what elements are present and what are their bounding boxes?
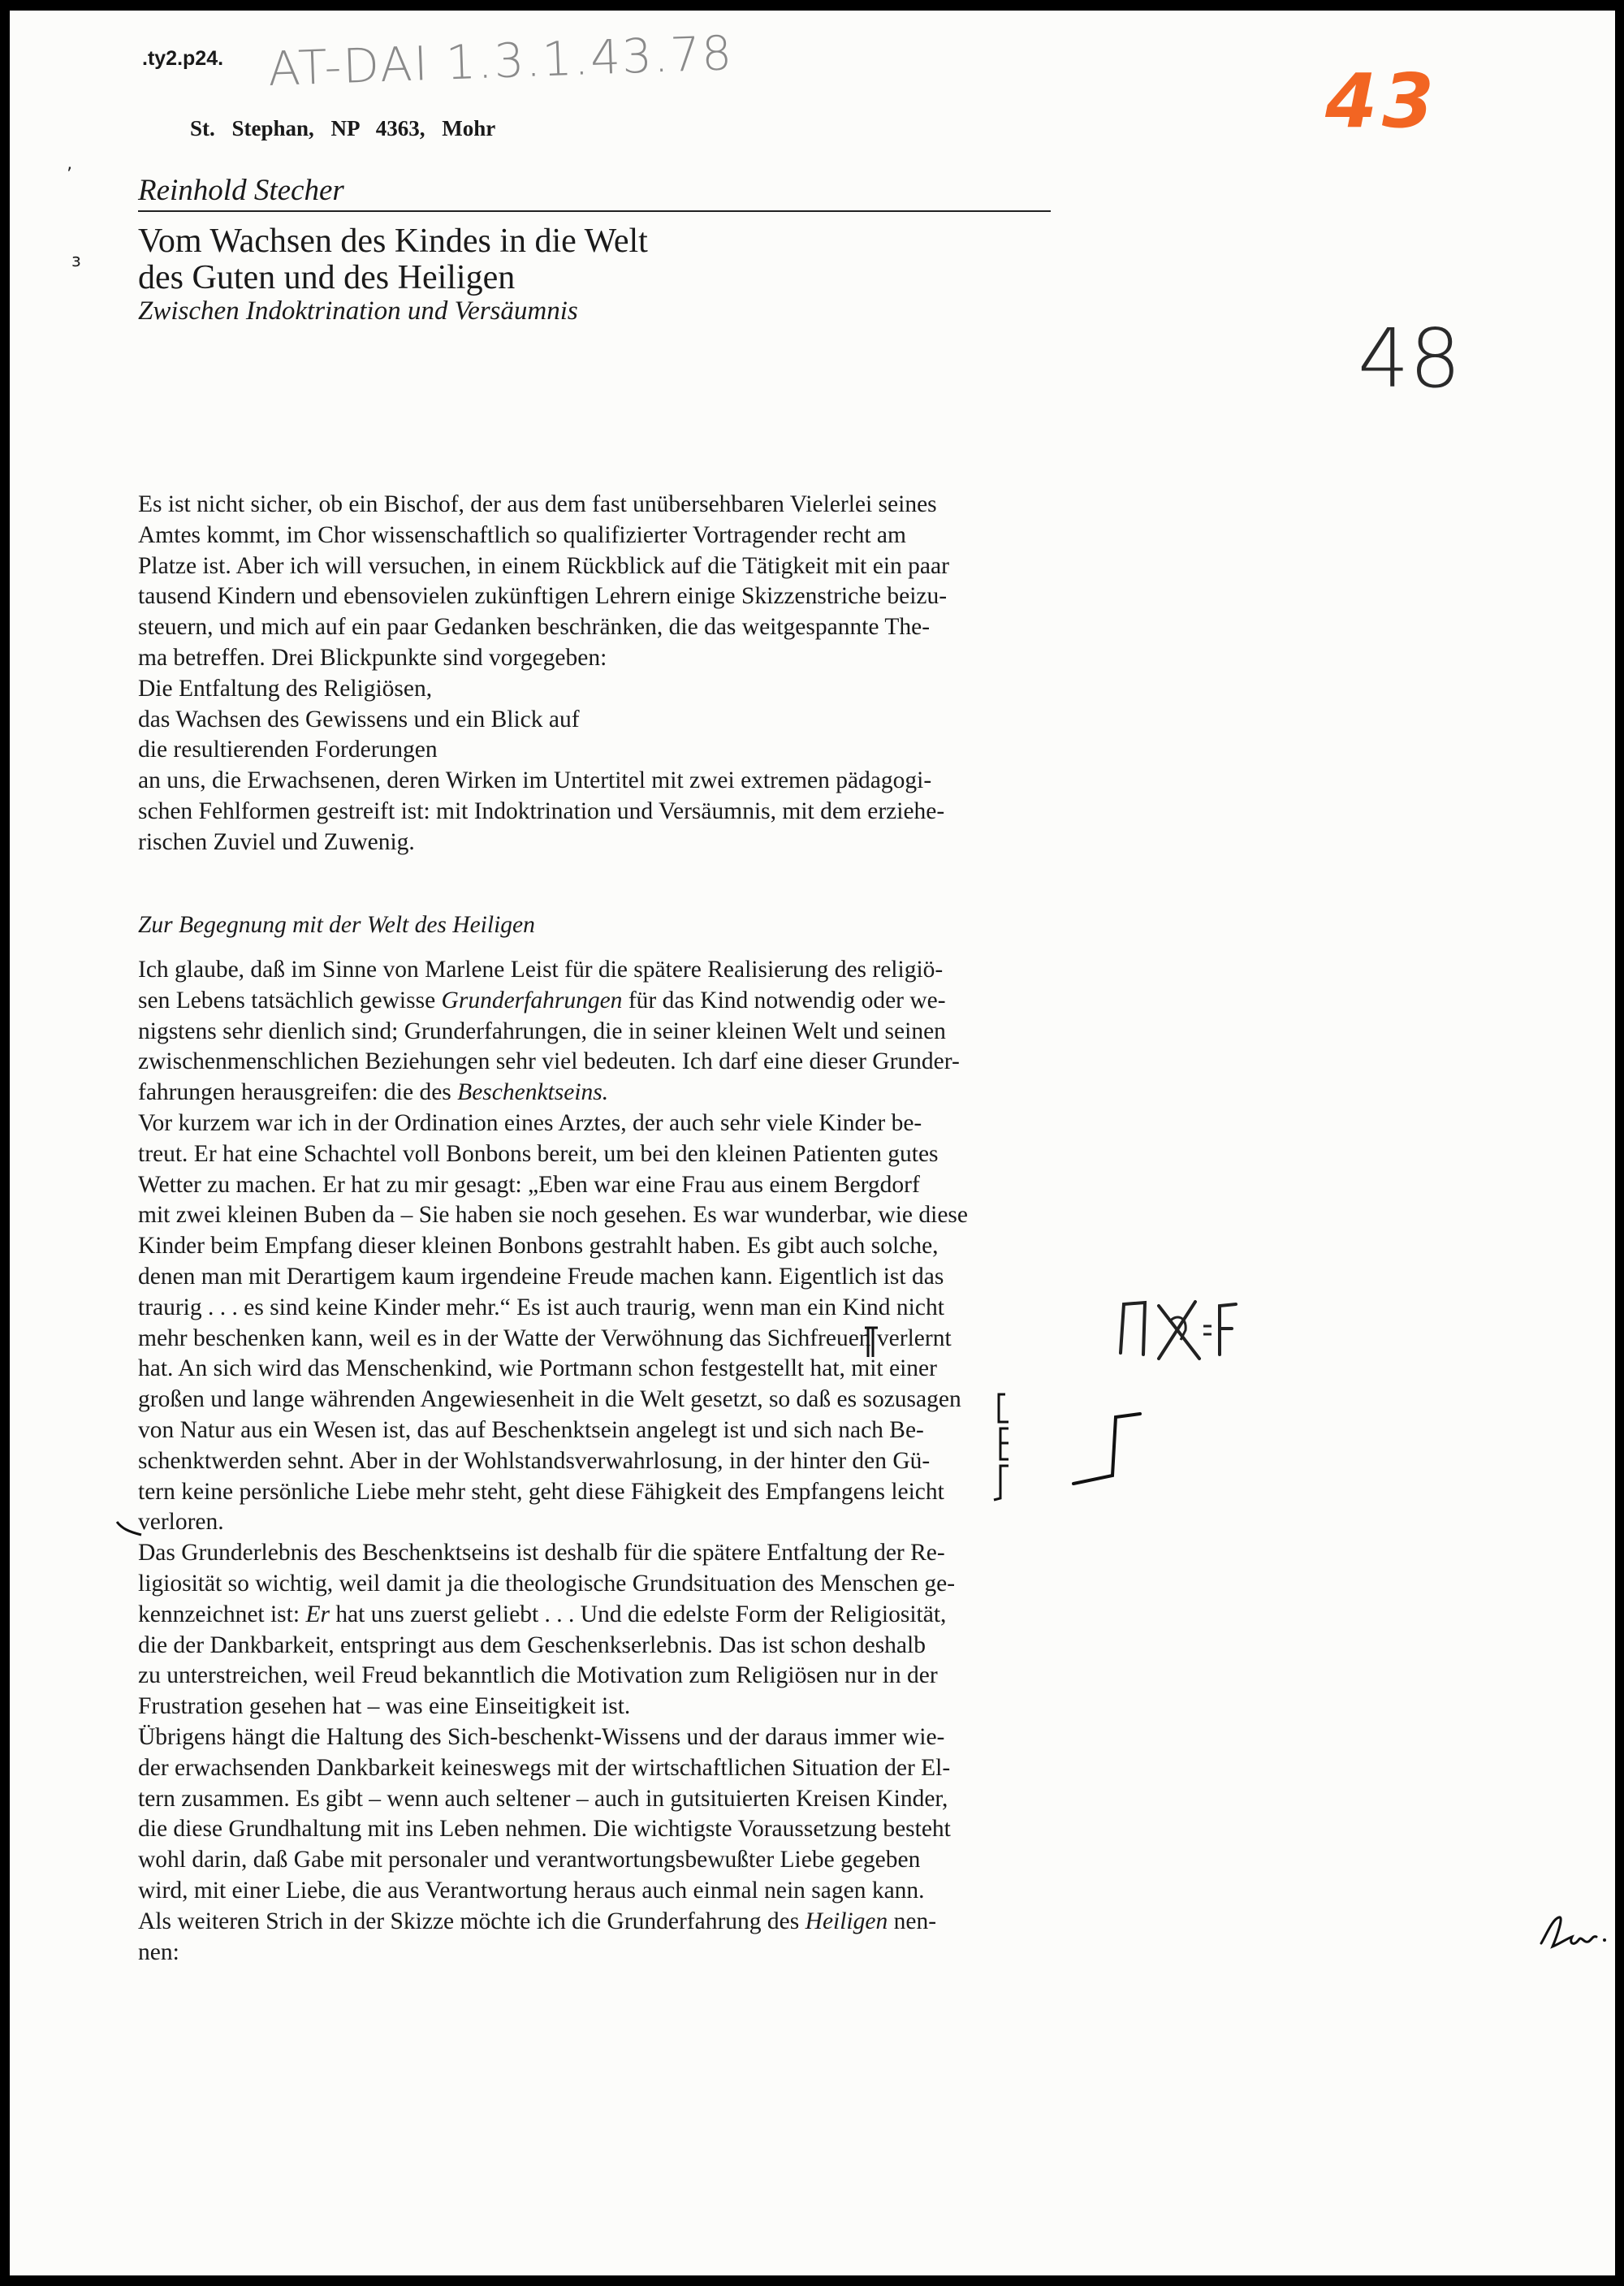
text-line: denen man mit Derartigem kaum irgendeine Freude machen kann. Eigentlich ist das xyxy=(138,1263,944,1290)
intro-paragraph xyxy=(138,490,1051,858)
line-bracket-icon xyxy=(991,1389,1018,1511)
paragraph xyxy=(138,1722,1051,1968)
emphasis: Grunderfahrungen xyxy=(441,987,623,1013)
article-title xyxy=(138,223,648,296)
text-run: sen Lebens tatsächlich gewisse xyxy=(138,987,442,1013)
text-run: fahrungen herausgreifen: die des xyxy=(138,1079,458,1106)
text-line: hat. An sich wird das Menschenkind, wie Portmann schon festgestellt hat, mit einer xyxy=(138,1355,937,1382)
paragraph-mark-icon xyxy=(114,1517,146,1541)
text-line: ligiosität so wichtig, weil damit ja die theologische Grundsituation des Menschen ge- xyxy=(138,1570,956,1597)
text-line: Amtes kommt, im Chor wissenschaftlich so qualifizierter Vortragender recht am xyxy=(138,521,906,548)
text-line xyxy=(138,1907,1051,1938)
text-line: großen und lange währenden Angewiesenheit in die Welt gesetzt, so daß es sozusagen xyxy=(138,1386,961,1413)
text-line: wird, mit einer Liebe, die aus Verantwortung heraus auch einmal nein sagen kann. xyxy=(138,1877,925,1904)
text-run: für das Kind notwendig oder we- xyxy=(622,987,946,1013)
main-text xyxy=(138,955,1051,1968)
proof-bracket-icon xyxy=(1065,1406,1155,1495)
text-run: Als weiteren Strich in der Skizze möchte ich die Grunderfahrung des xyxy=(138,1908,806,1934)
text-line: die resultierenden Forderungen xyxy=(138,737,438,763)
text-line: Kinder beim Empfang dieser kleinen Bonbons gestrahlt haben. Es gibt auch solche, xyxy=(138,1233,939,1260)
source-line: St. Stephan, NP 4363, Mohr xyxy=(190,116,496,140)
text-line: steuern, und mich auf ein paar Gedanken beschränken, die das weitgespannte The- xyxy=(138,614,931,641)
text-line xyxy=(138,1078,1051,1108)
paragraph xyxy=(138,955,1051,1108)
emphasis: Heiligen xyxy=(805,1908,888,1934)
folio-number-orange: 43 xyxy=(1325,58,1440,145)
text-line: Frustration gesehen hat – was eine Einseitigkeit ist. xyxy=(138,1693,631,1720)
text-line: mit zwei kleinen Buben da – Sie haben sie noch gesehen. Es war wunderbar, wie diese xyxy=(138,1202,968,1229)
handwritten-initials-icon xyxy=(1536,1911,1609,1960)
text-line: Vor kurzem war ich in der Ordination eines Arztes, der auch sehr viele Kinder be- xyxy=(138,1109,922,1136)
text-line: Wetter zu machen. Er hat zu mir gesagt: „Eben war eine Frau aus einem Bergdorf xyxy=(138,1171,920,1198)
text-line: Es ist nicht sicher, ob ein Bischof, der aus dem fast unübersehbaren Vielerlei seines xyxy=(138,491,937,517)
emphasis: Beschenktseins. xyxy=(457,1079,609,1106)
text-line: tausend Kindern und ebensovielen zukünftigen Lehrern einige Skizzenstriche beizu- xyxy=(138,583,948,610)
archive-signature: AT-DAI 1.3.1.43.78 xyxy=(266,25,735,97)
text-line: zwischenmenschlichen Beziehungen sehr viel bedeuten. Ich darf eine dieser Grunder- xyxy=(138,1048,960,1075)
text-line: wohl darin, daß Gabe mit personaler und verantwortungsbewußter Liebe gegeben xyxy=(138,1847,921,1873)
text-line: mehr beschenken kann, weil es in der Watte der Verwöhnung das Sichfreuen verlernt xyxy=(138,1324,952,1351)
text-line: das Wachsen des Gewissens und ein Blick auf xyxy=(138,706,580,732)
title-line: des Guten und des Heiligen xyxy=(138,259,516,296)
text-line: rischen Zuviel und Zuwenig. xyxy=(138,828,415,855)
text-line: ma betreffen. Drei Blickpunkte sind vorgegeben: xyxy=(138,644,607,671)
stray-mark-icon: ’ xyxy=(67,165,72,185)
article-subtitle: Zwischen Indoktrination und Versäumnis xyxy=(138,296,578,326)
paragraph xyxy=(138,1108,1051,1538)
author-name: Reinhold Stecher xyxy=(138,174,344,207)
folio-number-pencil: 48 xyxy=(1358,311,1462,406)
text-line: der erwachsenden Dankbarkeit keineswegs mit der wirtschaftlichen Situation der El- xyxy=(138,1754,951,1781)
text-line: an uns, die Erwachsenen, deren Wirken im Untertitel mit zwei extremen pädagogi- xyxy=(138,767,932,794)
text-line: schenktwerden sehnt. Aber in der Wohlstandsverwahrlosung, in der hinter den Gü- xyxy=(138,1447,931,1474)
document-page xyxy=(10,11,1615,2275)
stray-mark-icon: ɜ xyxy=(71,251,81,271)
proof-correction-icon xyxy=(1114,1290,1244,1371)
text-run: kennzeichnet ist: xyxy=(138,1601,306,1627)
emphasis: Er xyxy=(305,1601,330,1627)
text-line: zu unterstreichen, weil Freud bekanntlich die Motivation zum Religiösen nur in der xyxy=(138,1662,938,1689)
author-rule-divider xyxy=(138,210,1051,212)
text-line: die der Dankbarkeit, entspringt aus dem Geschenkserlebnis. Das ist schon deshalb xyxy=(138,1631,926,1658)
text-line: nigstens sehr dienlich sind; Grunderfahrungen, die in seiner kleinen Welt und seinen xyxy=(138,1018,946,1044)
text-line: treut. Er hat eine Schachtel voll Bonbons bereit, um bei den kleinen Patienten gutes xyxy=(138,1140,939,1167)
reference-code: .ty2.p24. xyxy=(142,47,224,70)
text-line: Die Entfaltung des Religiösen, xyxy=(138,675,433,702)
title-line: Vom Wachsen des Kindes in die Welt xyxy=(138,223,648,260)
text-line: die diese Grundhaltung mit ins Leben nehmen. Die wichtigste Voraussetzung besteht xyxy=(138,1816,951,1843)
insertion-mark-icon xyxy=(862,1321,881,1362)
text-line: schen Fehlformen gestreift ist: mit Indoktrination und Versäumnis, mit dem erziehe- xyxy=(138,797,945,824)
text-line: von Natur aus ein Wesen ist, das auf Beschenktsein angelegt ist und sich nach Be- xyxy=(138,1416,924,1443)
paragraph xyxy=(138,1538,1051,1722)
text-line xyxy=(138,986,1051,1017)
text-line: tern zusammen. Es gibt – wenn auch seltener – auch in gutsituierten Kreisen Kinder, xyxy=(138,1785,948,1812)
text-line: Übrigens hängt die Haltung des Sich-beschenkt-Wissens und der daraus immer wie- xyxy=(138,1723,945,1750)
text-line: traurig . . . es sind keine Kinder mehr.“ Es ist auch traurig, wenn man ein Kind nicht xyxy=(138,1294,944,1320)
text-line: verloren. xyxy=(138,1509,224,1536)
text-line: Platze ist. Aber ich will versuchen, in einem Rückblick auf die Tätigkeit mit ein paar xyxy=(138,552,949,579)
text-run: hat uns zuerst geliebt . . . Und die edelste Form der Religiosität, xyxy=(329,1601,947,1627)
text-line: nen: xyxy=(138,1938,179,1965)
section-heading: Zur Begegnung mit der Welt des Heiligen xyxy=(138,912,535,938)
text-line xyxy=(138,1600,1051,1631)
text-run: nen- xyxy=(888,1908,937,1934)
text-line: tern keine persönliche Liebe mehr steht, geht diese Fähigkeit des Empfangens leicht xyxy=(138,1478,944,1505)
text-line: Ich glaube, daß im Sinne von Marlene Leist für die spätere Realisierung des religiö- xyxy=(138,957,944,983)
text-line: Das Grunderlebnis des Beschenktseins ist deshalb für die spätere Entfaltung der Re- xyxy=(138,1540,945,1566)
